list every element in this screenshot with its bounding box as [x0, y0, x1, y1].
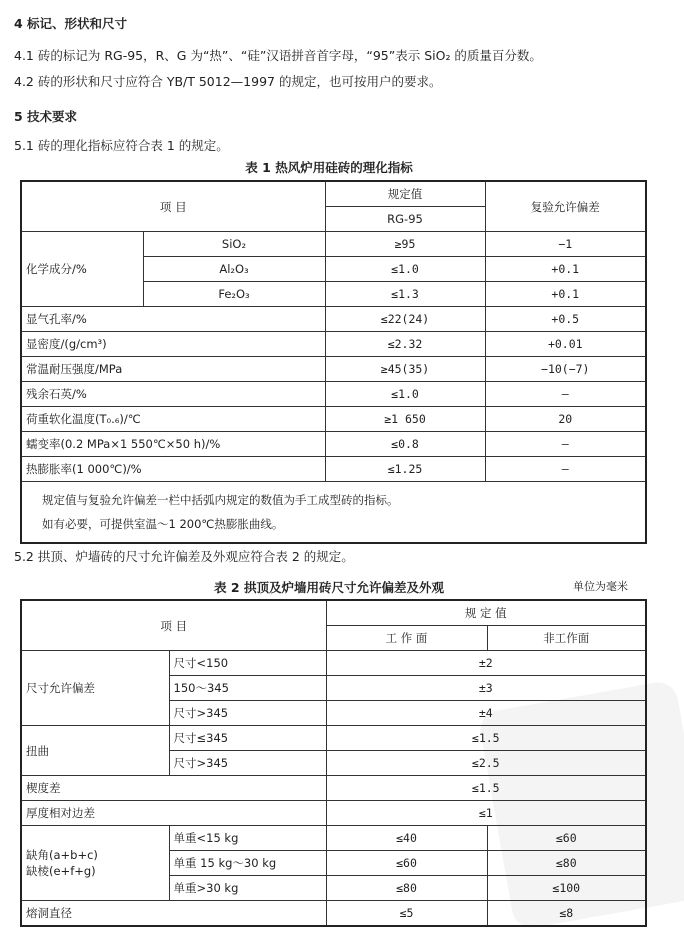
t1-chem-label: 化学成分/%	[21, 232, 143, 307]
table-1-caption: 表 1 热风炉用硅砖的理化指标	[245, 160, 413, 175]
table-row	[21, 307, 646, 332]
table-row	[21, 432, 646, 457]
section-4-heading: 4 标记、形状和尺寸	[14, 16, 128, 31]
t1-row-val: ≤1.0	[325, 382, 485, 407]
t1-chem-tol: +0.1	[485, 282, 646, 307]
t2-defect-sub: 单重<15 kg	[169, 826, 326, 851]
t1-head-grade: RG-95	[325, 207, 485, 232]
t2-hole-work: ≤5	[326, 901, 487, 927]
t2-defect-work: ≤40	[326, 826, 487, 851]
t1-head-tol: 复验允许偏差	[485, 181, 646, 232]
table-row	[21, 901, 646, 927]
t2-wedge-item: 楔度差	[21, 776, 326, 801]
clause-5-2: 5.2 拱顶、炉墙砖的尺寸允许偏差及外观应符合表 2 的规定。	[14, 549, 354, 564]
t2-defect-nonwork: ≤80	[487, 851, 646, 876]
t1-row-item: 显气孔率/%	[21, 307, 325, 332]
clause-5-1: 5.1 砖的理化指标应符合表 1 的规定。	[14, 138, 229, 153]
t2-defect-label	[21, 826, 169, 901]
t1-row-tol: —	[485, 432, 646, 457]
t1-chem-tol: +0.1	[485, 257, 646, 282]
t2-twist-val: ≤2.5	[326, 751, 646, 776]
t1-row-tol: +0.5	[485, 307, 646, 332]
t2-head-spec: 规 定 值	[326, 600, 646, 626]
t2-size-val: ±2	[326, 651, 646, 676]
table-2	[20, 599, 647, 927]
t1-row-item: 显密度/(g/cm³)	[21, 332, 325, 357]
t1-row-val: ≤2.32	[325, 332, 485, 357]
t1-note: 规定值与复验允许偏差一栏中括弧内规定的数值为手工成型砖的指标。	[42, 493, 399, 507]
t1-row-item: 残余石英/%	[21, 382, 325, 407]
t2-thick-item: 厚度相对边差	[21, 801, 326, 826]
t2-wedge-val: ≤1.5	[326, 776, 646, 801]
t1-chem-val: ≤1.3	[325, 282, 485, 307]
t1-chem-sub: SiO₂	[143, 232, 325, 257]
t2-size-val: ±4	[326, 701, 646, 726]
t2-defect-work: ≤60	[326, 851, 487, 876]
t2-size-sub: 尺寸<150	[169, 651, 326, 676]
t1-head-spec: 规定值	[325, 181, 485, 207]
t2-head-work: 工 作 面	[326, 626, 487, 651]
t2-twist-label: 扭曲	[21, 726, 169, 776]
t1-row-tol: −10(−7)	[485, 357, 646, 382]
t2-defect-corner: 缺角(a+b+c)	[26, 848, 98, 862]
t1-row-tol: 20	[485, 407, 646, 432]
t2-size-sub: 150～345	[169, 676, 326, 701]
table-row	[21, 801, 646, 826]
t2-head-nonwork: 非工作面	[487, 626, 646, 651]
t1-row-item: 荷重软化温度(T₀.₆)/℃	[21, 407, 325, 432]
table-row	[21, 457, 646, 482]
t1-row-item: 常温耐压强度/MPa	[21, 357, 325, 382]
t2-defect-nonwork: ≤100	[487, 876, 646, 901]
t1-row-tol: +0.01	[485, 332, 646, 357]
table-row	[21, 332, 646, 357]
t2-defect-work: ≤80	[326, 876, 487, 901]
t2-twist-sub: 尺寸≤345	[169, 726, 326, 751]
t1-row-val: ≤1.25	[325, 457, 485, 482]
t2-defect-sub: 单重>30 kg	[169, 876, 326, 901]
table-row	[21, 407, 646, 432]
t2-head-item: 项 目	[21, 600, 326, 651]
t1-head-item: 项 目	[21, 181, 325, 232]
table-1	[20, 180, 647, 544]
section-5-heading: 5 技术要求	[14, 109, 78, 124]
t1-row-val: ≤22(24)	[325, 307, 485, 332]
t1-chem-tol: −1	[485, 232, 646, 257]
t2-thick-val: ≤1	[326, 801, 646, 826]
t2-size-val: ±3	[326, 676, 646, 701]
t2-size-label: 尺寸允许偏差	[21, 651, 169, 726]
t1-chem-val: ≤1.0	[325, 257, 485, 282]
t1-notes	[21, 482, 646, 544]
table-row	[21, 776, 646, 801]
t1-row-val: ≥1 650	[325, 407, 485, 432]
table-row	[21, 651, 646, 676]
t2-hole-nonwork: ≤8	[487, 901, 646, 927]
t1-chem-sub: Fe₂O₃	[143, 282, 325, 307]
t1-row-tol: —	[485, 382, 646, 407]
table-row	[21, 232, 646, 257]
t2-defect-nonwork: ≤60	[487, 826, 646, 851]
table-2-caption: 表 2 拱顶及炉墙用砖尺寸允许偏差及外观	[214, 580, 444, 595]
table-row	[21, 357, 646, 382]
clause-4-1: 4.1 砖的标记为 RG-95，R、G 为“热”、“硅”汉语拼音首字母，“95”表示 SiO₂ 的质量百分数。	[14, 48, 542, 63]
t1-note: 如有必要，可提供室温～1 200℃热膨胀曲线。	[42, 517, 284, 531]
t1-chem-val: ≥95	[325, 232, 485, 257]
t1-row-item: 热膨胀率(1 000℃)/%	[21, 457, 325, 482]
t2-size-sub: 尺寸>345	[169, 701, 326, 726]
table-row	[21, 826, 646, 851]
t1-row-val: ≥45(35)	[325, 357, 485, 382]
t1-row-tol: —	[485, 457, 646, 482]
t2-twist-sub: 尺寸>345	[169, 751, 326, 776]
clause-4-2: 4.2 砖的形状和尺寸应符合 YB/T 5012—1997 的规定，也可按用户的要求。	[14, 74, 442, 89]
t2-hole-item: 熔洞直径	[21, 901, 326, 927]
t1-row-val: ≤0.8	[325, 432, 485, 457]
t2-defect-sub: 单重 15 kg～30 kg	[169, 851, 326, 876]
t2-defect-edge: 缺棱(e+f+g)	[26, 864, 96, 878]
table-row	[21, 382, 646, 407]
t1-chem-sub: Al₂O₃	[143, 257, 325, 282]
table-2-unit: 单位为毫米	[573, 580, 628, 593]
t2-twist-val: ≤1.5	[326, 726, 646, 751]
t1-row-item: 蠕变率(0.2 MPa×1 550℃×50 h)/%	[21, 432, 325, 457]
table-row	[21, 726, 646, 751]
